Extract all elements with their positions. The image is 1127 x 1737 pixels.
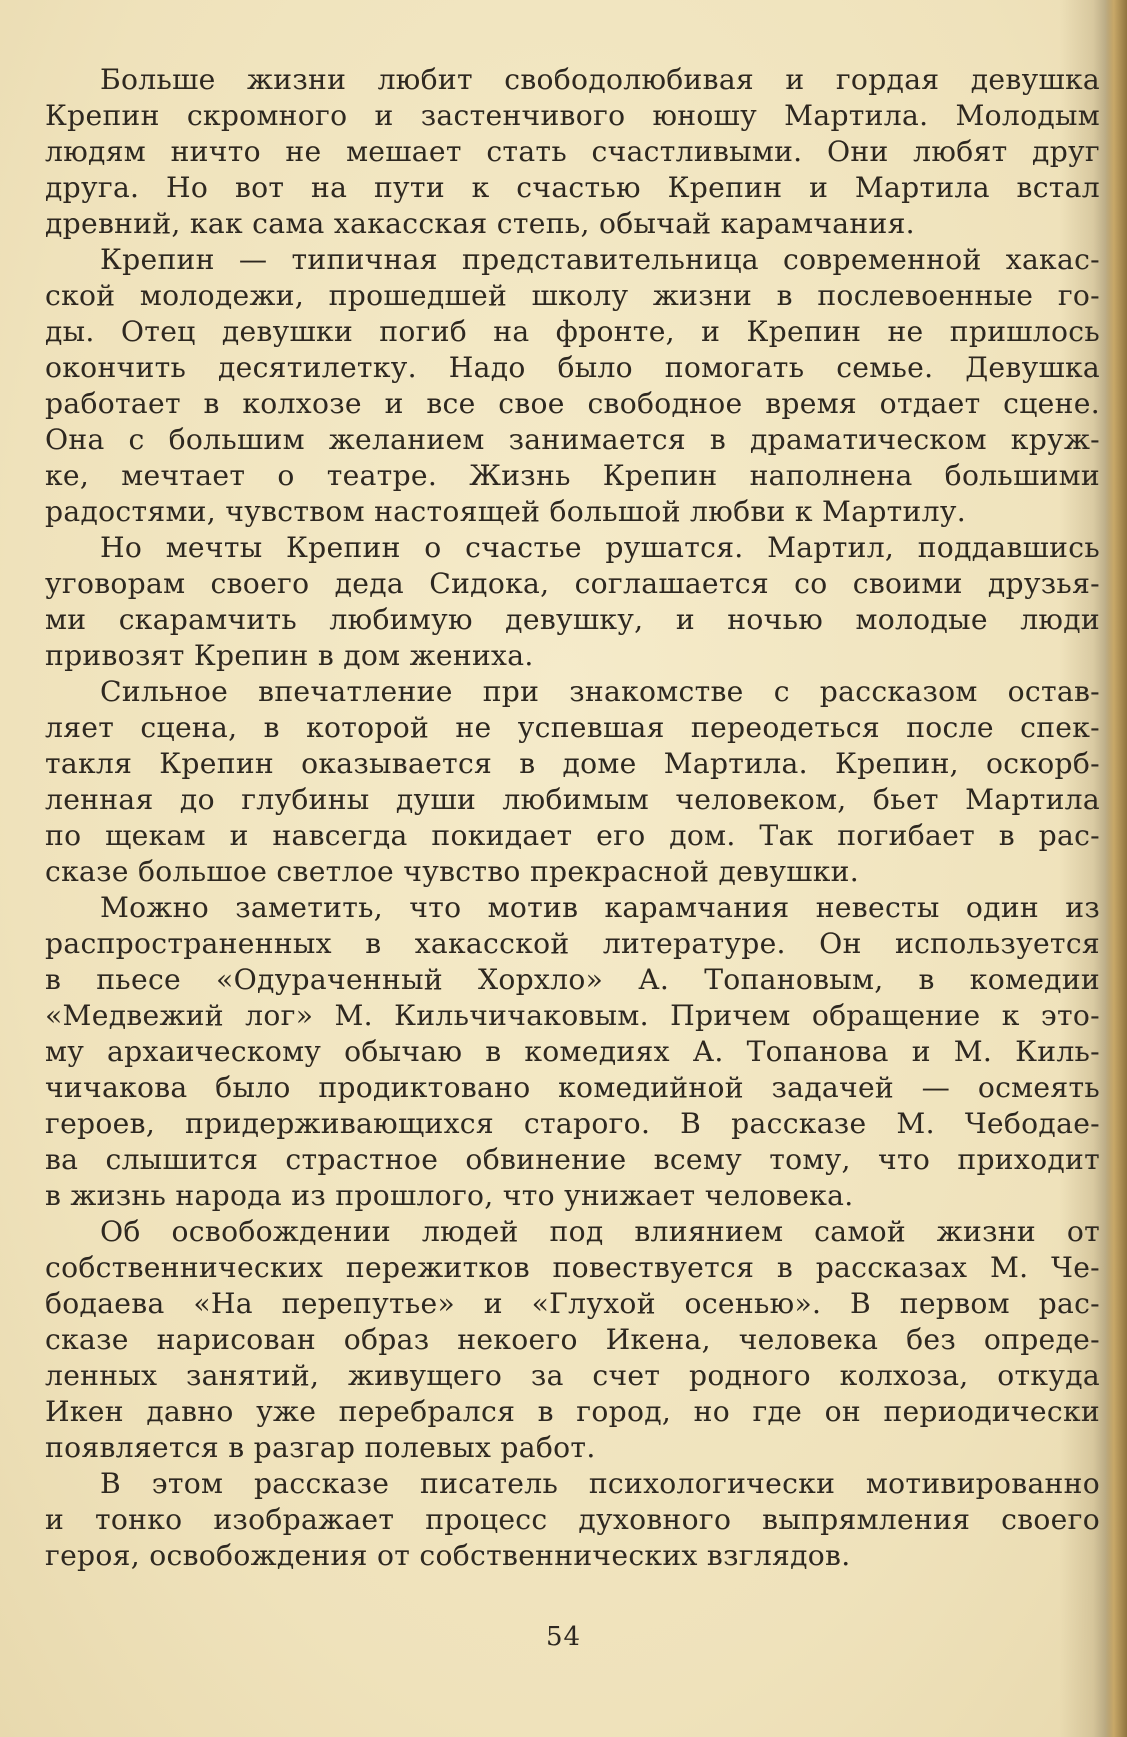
text-line: Больше жизни любит свободолюбивая и гордая девушка (100, 63, 1100, 96)
text-line: древний, как сама хакасская степь, обычай карамчания. (45, 207, 915, 240)
body-text (45, 62, 1100, 1574)
text-line: «Медвежий лог» М. Кильчичаковым. Причем обращение к это- (45, 999, 1100, 1032)
text-line: ми скарамчить любимую девушку, и ночью молодые люди (45, 603, 1100, 636)
text-line: такля Крепин оказывается в доме Мартила. Крепин, оскорб- (45, 747, 1100, 780)
text-line: радостями, чувством настоящей большой любви к Мартилу. (45, 495, 966, 528)
text-line: уговорам своего деда Сидока, соглашается со своими друзья- (45, 567, 1100, 600)
text-line: ской молодежи, прошедшей школу жизни в послевоенные го- (45, 279, 1100, 312)
text-line: в жизнь народа из прошлого, что унижает человека. (45, 1179, 854, 1212)
page-number: 54 (545, 1622, 582, 1652)
text-line: окончить десятилетку. Надо было помогать семье. Девушка (45, 351, 1100, 384)
text-line: друга. Но вот на пути к счастью Крепин и Мартила встал (45, 171, 1100, 204)
text-line: героя, освобождения от собственнических взглядов. (45, 1539, 851, 1572)
text-line: В этом рассказе писатель психологически мотивированно (100, 1467, 1100, 1500)
text-line: Об освобождении людей под влиянием самой жизни от (100, 1215, 1100, 1248)
paragraph (45, 674, 1100, 890)
text-line: людям ничто не мешает стать счастливыми. Они любят друг (45, 135, 1100, 168)
text-line: по щекам и навсегда покидает его дом. Так погибает в рас- (45, 819, 1100, 852)
text-line: Крепин скромного и застенчивого юношу Мартила. Молодым (45, 99, 1100, 132)
text-line: работает в колхозе и все свое свободное время отдает сцене. (45, 387, 1100, 420)
text-line: ке, мечтает о театре. Жизнь Крепин наполнена большими (45, 459, 1100, 492)
paragraph (45, 890, 1100, 1214)
text-line: в пьесе «Одураченный Хорхло» А. Топановым, в комедии (45, 963, 1100, 996)
text-line: собственнических пережитков повествуется в рассказах М. Че- (45, 1251, 1100, 1284)
text-line: Она с большим желанием занимается в драматическом круж- (45, 423, 1100, 456)
text-line: Сильное впечатление при знакомстве с рассказом остав- (100, 675, 1100, 708)
text-line: привозят Крепин в дом жениха. (45, 639, 534, 672)
text-line: Икен давно уже перебрался в город, но где он периодически (45, 1395, 1100, 1428)
paragraph (45, 530, 1100, 674)
text-line: ленных занятий, живущего за счет родного колхоза, откуда (45, 1359, 1100, 1392)
text-line: героев, придерживающихся старого. В рассказе М. Чебодае- (45, 1107, 1100, 1140)
text-line: сказе большое светлое чувство прекрасной девушки. (45, 855, 859, 888)
text-line: чичакова было продиктовано комедийной задачей — осмеять (45, 1071, 1100, 1104)
paragraph (45, 1214, 1100, 1466)
paragraph (45, 1466, 1100, 1574)
book-spine-shadow (1105, 0, 1127, 1737)
text-line: ды. Отец девушки погиб на фронте, и Крепин не пришлось (45, 315, 1100, 348)
text-line: му архаическому обычаю в комедиях А. Топанова и М. Киль- (45, 1035, 1100, 1068)
text-line: появляется в разгар полевых работ. (45, 1431, 596, 1464)
text-line: Крепин — типичная представительница современной хакас- (100, 243, 1100, 276)
text-line: распространенных в хакасской литературе. Он используется (45, 927, 1100, 960)
text-line: ляет сцена, в которой не успевшая переодеться после спек- (45, 711, 1100, 744)
text-line: Можно заметить, что мотив карамчания невесты один из (100, 891, 1100, 924)
text-line: сказе нарисован образ некоего Икена, человека без опреде- (45, 1323, 1100, 1356)
text-line: и тонко изображает процесс духовного выпрямления своего (45, 1503, 1100, 1536)
paragraph (45, 62, 1100, 242)
text-line: ва слышится страстное обвинение всему тому, что приходит (45, 1143, 1100, 1176)
text-line: бодаева «На перепутье» и «Глухой осенью». В первом рас- (45, 1287, 1100, 1320)
text-line: Но мечты Крепин о счастье рушатся. Мартил, поддавшись (100, 531, 1100, 564)
text-line: ленная до глубины души любимым человеком, бьет Мартила (45, 783, 1100, 816)
paragraph (45, 242, 1100, 530)
